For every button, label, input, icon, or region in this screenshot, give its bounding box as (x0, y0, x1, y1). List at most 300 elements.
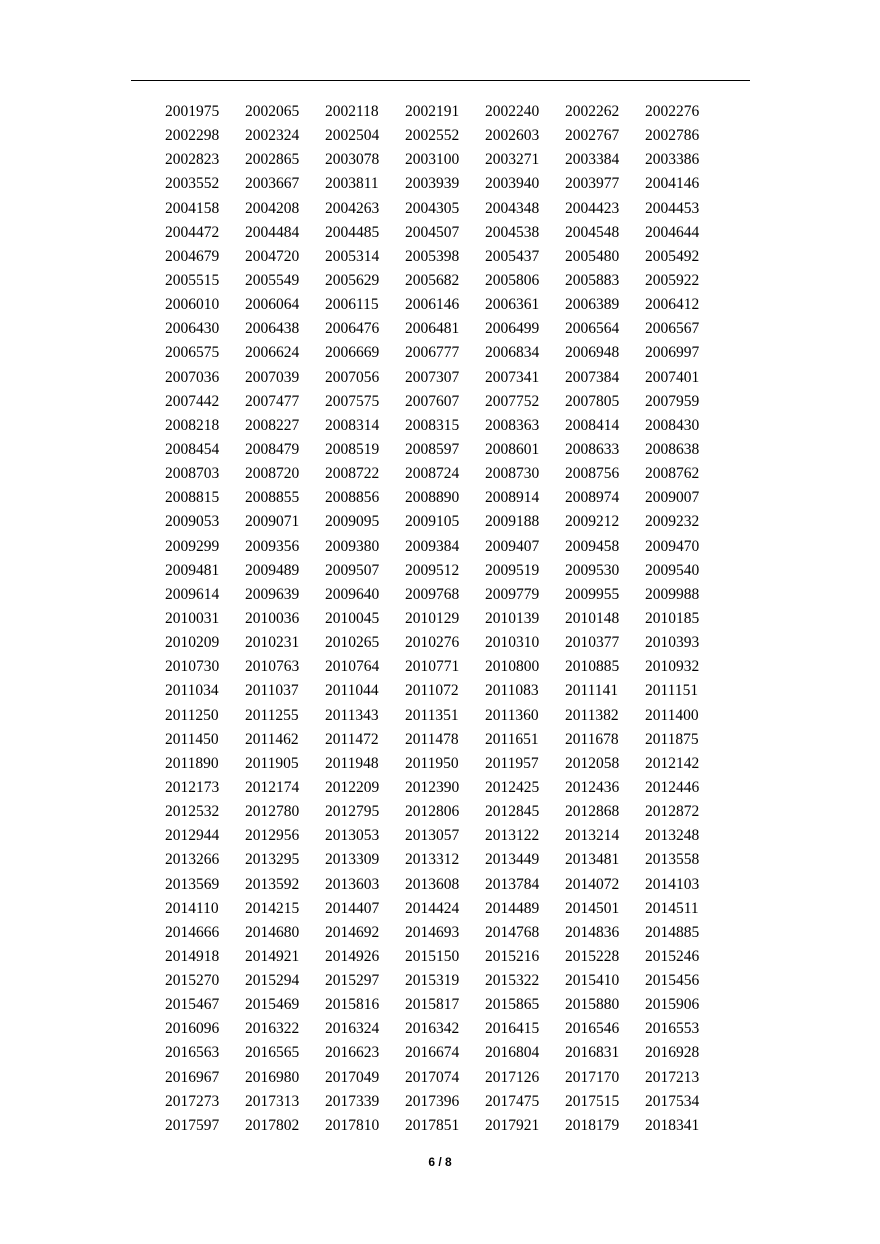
table-cell: 2013214 (565, 827, 620, 845)
table-cell: 2005314 (325, 247, 380, 265)
table-cell: 2008601 (485, 440, 540, 458)
table-cell: 2011462 (245, 730, 299, 748)
table-cell: 2016546 (565, 1020, 620, 1038)
table-cell: 2010377 (565, 634, 620, 652)
table-cell: 2011037 (245, 682, 299, 700)
table-cell: 2009614 (165, 585, 220, 603)
table-cell: 2004548 (565, 223, 620, 241)
table-cell: 2012845 (485, 803, 540, 821)
table-cell: 2017126 (485, 1068, 540, 1086)
table-cell: 2003552 (165, 175, 220, 193)
table-cell: 2012872 (645, 803, 700, 821)
table-cell: 2008519 (325, 440, 380, 458)
table-cell: 2014918 (165, 947, 220, 965)
table-cell: 2016415 (485, 1020, 540, 1038)
table-cell: 2013603 (325, 875, 380, 893)
table-cell: 2009007 (645, 489, 700, 507)
table-cell: 2010763 (245, 658, 300, 676)
table-cell: 2008890 (405, 489, 460, 507)
table-cell: 2004720 (245, 247, 300, 265)
table-cell: 2006624 (245, 344, 300, 362)
table-cell: 2012795 (325, 803, 380, 821)
table-cell: 2009212 (565, 513, 620, 531)
table-cell: 2012173 (165, 778, 220, 796)
table-cell: 2002504 (325, 127, 380, 145)
table-cell: 2005883 (565, 271, 620, 289)
table-cell: 2010393 (645, 634, 700, 652)
table-cell: 2007307 (405, 368, 460, 386)
table-cell: 2011072 (405, 682, 459, 700)
table-cell: 2006430 (165, 320, 220, 338)
table-cell: 2017534 (645, 1092, 700, 1110)
number-table (165, 100, 725, 1138)
table-cell: 2010310 (485, 634, 540, 652)
table-cell: 2010730 (165, 658, 220, 676)
table-cell: 2007384 (565, 368, 620, 386)
table-cell: 2011250 (165, 706, 219, 724)
table-cell: 2015410 (565, 972, 620, 990)
table-cell: 2002767 (565, 127, 620, 145)
table-cell: 2009540 (645, 561, 700, 579)
table-cell: 2005492 (645, 247, 700, 265)
table-cell: 2004507 (405, 223, 460, 241)
table-cell: 2009955 (565, 585, 620, 603)
table-cell: 2008724 (405, 465, 460, 483)
table-cell: 2009071 (245, 513, 300, 531)
table-cell: 2010764 (325, 658, 380, 676)
table-cell: 2008720 (245, 465, 300, 483)
table-cell: 2008479 (245, 440, 300, 458)
table-cell: 2002865 (245, 151, 300, 169)
table-cell: 2008638 (645, 440, 700, 458)
table-cell: 2013569 (165, 875, 220, 893)
table-cell: 2015319 (405, 972, 460, 990)
table-cell: 2011875 (645, 730, 699, 748)
table-cell: 2012780 (245, 803, 300, 821)
table-cell: 2015246 (645, 947, 700, 965)
table-cell: 2014885 (645, 923, 700, 941)
table-cell: 2007752 (485, 392, 540, 410)
table-cell: 2014836 (565, 923, 620, 941)
table-cell: 2009458 (565, 537, 620, 555)
table-cell: 2014103 (645, 875, 700, 893)
table-cell: 2011957 (485, 754, 539, 772)
table-cell: 2008855 (245, 489, 300, 507)
table-cell: 2006146 (405, 296, 460, 314)
table-cell: 2011400 (645, 706, 699, 724)
table-cell: 2010129 (405, 609, 460, 627)
table-cell: 2017273 (165, 1092, 220, 1110)
table-cell: 2006997 (645, 344, 700, 362)
table-cell: 2011478 (405, 730, 459, 748)
table-cell: 2006567 (645, 320, 700, 338)
table-cell: 2010265 (325, 634, 380, 652)
table-cell: 2004484 (245, 223, 300, 241)
table-cell: 2015865 (485, 996, 540, 1014)
table-cell: 2010276 (405, 634, 460, 652)
table-cell: 2014692 (325, 923, 380, 941)
table-cell: 2017049 (325, 1068, 380, 1086)
table-cell: 2002065 (245, 103, 300, 120)
table-cell: 2003940 (485, 175, 540, 193)
table-cell: 2003386 (645, 151, 700, 169)
table-cell: 2008597 (405, 440, 460, 458)
table-cell: 2014489 (485, 899, 540, 917)
table-cell: 2017515 (565, 1092, 620, 1110)
table-cell: 2004146 (645, 175, 700, 193)
table-cell: 2004348 (485, 199, 540, 217)
table-cell: 2011890 (165, 754, 219, 772)
table-cell: 2004644 (645, 223, 700, 241)
table-cell: 2005437 (485, 247, 540, 265)
table-cell: 2009768 (405, 585, 460, 603)
table-cell: 2006669 (325, 344, 380, 362)
table-cell: 2003667 (245, 175, 300, 193)
table-cell: 2011141 (565, 682, 619, 700)
table-cell: 2016553 (645, 1020, 700, 1038)
table-cell: 2007056 (325, 368, 380, 386)
table-cell: 2012436 (565, 778, 620, 796)
table-cell: 2007805 (565, 392, 620, 410)
table-cell: 2003100 (405, 151, 460, 169)
table-cell: 2002552 (405, 127, 460, 145)
table-cell: 2016324 (325, 1020, 380, 1038)
table-cell: 2015216 (485, 947, 540, 965)
table-cell: 2012532 (165, 803, 220, 821)
table-cell: 2007442 (165, 392, 220, 410)
table-cell: 2006412 (645, 296, 700, 314)
table-cell: 2014693 (405, 923, 460, 941)
table-cell: 2012058 (565, 754, 620, 772)
table-cell: 2014072 (565, 875, 620, 893)
table-cell: 2011360 (485, 706, 539, 724)
table-cell: 2010771 (405, 658, 460, 676)
table-cell: 2011255 (245, 706, 299, 724)
table-cell: 2008722 (325, 465, 380, 483)
table-cell: 2009988 (645, 585, 700, 603)
table-cell: 2002786 (645, 127, 700, 145)
table-cell: 2009188 (485, 513, 540, 531)
table-cell: 2017396 (405, 1092, 460, 1110)
table-cell: 2013053 (325, 827, 380, 845)
table-cell: 2012944 (165, 827, 220, 845)
table-cell: 2005515 (165, 271, 220, 289)
table-cell: 2005549 (245, 271, 300, 289)
table-cell: 2008730 (485, 465, 540, 483)
table-cell: 2012425 (485, 778, 540, 796)
table-cell: 2015270 (165, 972, 220, 990)
table-cell: 2017810 (325, 1116, 380, 1134)
table-cell: 2004679 (165, 247, 220, 265)
table-cell: 2014666 (165, 923, 220, 941)
table-cell: 2002823 (165, 151, 220, 169)
table-cell: 2014768 (485, 923, 540, 941)
table-cell: 2010148 (565, 609, 620, 627)
table-cell: 2002603 (485, 127, 540, 145)
table-cell: 2016967 (165, 1068, 220, 1086)
table-cell: 2010231 (245, 634, 300, 652)
table-cell: 2004472 (165, 223, 220, 241)
table-cell: 2010139 (485, 609, 540, 627)
table-cell: 2015467 (165, 996, 220, 1014)
table-cell: 2012174 (245, 778, 300, 796)
page-number: 6 / 8 (428, 1155, 452, 1169)
table-cell: 2009507 (325, 561, 380, 579)
table-cell: 2003977 (565, 175, 620, 193)
table-cell: 2008856 (325, 489, 380, 507)
table-cell: 2010045 (325, 609, 380, 627)
table-cell: 2007341 (485, 368, 540, 386)
table-cell: 2015297 (325, 972, 380, 990)
table-cell: 2010031 (165, 609, 220, 627)
table-cell: 2006010 (165, 296, 220, 314)
table-cell: 2012868 (565, 803, 620, 821)
table-cell: 2002240 (485, 103, 540, 120)
header-rule (131, 80, 750, 81)
table-cell: 2006499 (485, 320, 540, 338)
table-cell: 2016674 (405, 1044, 460, 1062)
table-cell: 2011034 (165, 682, 219, 700)
table-cell: 2015880 (565, 996, 620, 1014)
table-cell: 2002324 (245, 127, 300, 145)
table-cell: 2012209 (325, 778, 380, 796)
table-cell: 2013266 (165, 851, 220, 869)
table-cell: 2011651 (485, 730, 539, 748)
table-cell: 2014407 (325, 899, 380, 917)
table-cell: 2015294 (245, 972, 300, 990)
table-cell: 2004453 (645, 199, 700, 217)
table-cell: 2013592 (245, 875, 300, 893)
table-cell: 2009380 (325, 537, 380, 555)
table-cell: 2002262 (565, 103, 620, 120)
table-cell: 2017597 (165, 1116, 220, 1134)
table-cell: 2015150 (405, 947, 460, 965)
table-cell: 2014511 (645, 899, 699, 917)
table-cell: 2006361 (485, 296, 540, 314)
table-cell: 2008762 (645, 465, 700, 483)
table-cell: 2017074 (405, 1068, 460, 1086)
table-cell: 2003271 (485, 151, 540, 169)
table-cell: 2012390 (405, 778, 460, 796)
table-cell: 2016342 (405, 1020, 460, 1038)
table-cell: 2009095 (325, 513, 380, 531)
table-cell: 2015456 (645, 972, 700, 990)
table-cell: 2016096 (165, 1020, 220, 1038)
table-cell: 2013558 (645, 851, 700, 869)
table-cell: 2008815 (165, 489, 220, 507)
table-cell: 2014424 (405, 899, 460, 917)
table-cell: 2012806 (405, 803, 460, 821)
table-cell: 2006564 (565, 320, 620, 338)
table-cell: 2006948 (565, 344, 620, 362)
table-cell: 2009530 (565, 561, 620, 579)
table-cell: 2003078 (325, 151, 380, 169)
table-cell: 2003384 (565, 151, 620, 169)
table-cell: 2008414 (565, 416, 620, 434)
table-cell: 2007575 (325, 392, 380, 410)
table-cell: 2011351 (405, 706, 459, 724)
table-cell: 2017170 (565, 1068, 620, 1086)
table-cell: 2017851 (405, 1116, 460, 1134)
table-cell: 2014110 (165, 899, 219, 917)
table-cell: 2011151 (645, 682, 699, 700)
table-cell: 2004208 (245, 199, 300, 217)
table-cell: 2015228 (565, 947, 620, 965)
table-cell: 2008756 (565, 465, 620, 483)
table-cell: 2005480 (565, 247, 620, 265)
table-cell: 2008974 (565, 489, 620, 507)
table-cell: 2017475 (485, 1092, 540, 1110)
table-cell: 2015906 (645, 996, 700, 1014)
table-cell: 2011450 (165, 730, 219, 748)
table-cell: 2015817 (405, 996, 460, 1014)
table-cell: 2003939 (405, 175, 460, 193)
table-cell: 2011905 (245, 754, 299, 772)
table-cell: 2013248 (645, 827, 700, 845)
table-cell: 2008703 (165, 465, 220, 483)
table-cell: 2006389 (565, 296, 620, 314)
table-cell: 2010885 (565, 658, 620, 676)
table-cell: 2015469 (245, 996, 300, 1014)
table-cell: 2008218 (165, 416, 220, 434)
table-cell: 2016804 (485, 1044, 540, 1062)
table-cell: 2009356 (245, 537, 300, 555)
table-cell: 2009407 (485, 537, 540, 555)
table-cell: 2002298 (165, 127, 220, 145)
table-cell: 2008454 (165, 440, 220, 458)
table-cell: 2014215 (245, 899, 300, 917)
table-cell: 2010209 (165, 634, 220, 652)
table-cell: 2018179 (565, 1116, 620, 1134)
table-cell: 2008633 (565, 440, 620, 458)
table-cell: 2008363 (485, 416, 540, 434)
table-cell: 2011678 (565, 730, 619, 748)
table-cell: 2002118 (325, 103, 379, 120)
table-cell: 2011044 (325, 682, 379, 700)
table-cell: 2014926 (325, 947, 380, 965)
table-cell: 2008430 (645, 416, 700, 434)
table-cell: 2009639 (245, 585, 300, 603)
table-cell: 2009105 (405, 513, 460, 531)
table-cell: 2009384 (405, 537, 460, 555)
table-cell: 2017921 (485, 1116, 540, 1134)
table-cell: 2008315 (405, 416, 460, 434)
table-cell: 2009489 (245, 561, 300, 579)
table-cell: 2011948 (325, 754, 379, 772)
table-cell: 2005922 (645, 271, 700, 289)
table-cell: 2010185 (645, 609, 700, 627)
table-cell: 2017213 (645, 1068, 700, 1086)
table-cell: 2010036 (245, 609, 300, 627)
table-cell: 2007401 (645, 368, 700, 386)
table-cell: 2007036 (165, 368, 220, 386)
table-cell: 2006438 (245, 320, 300, 338)
table-cell: 2009470 (645, 537, 700, 555)
table-cell: 2016565 (245, 1044, 300, 1062)
table-cell: 2018341 (645, 1116, 700, 1134)
table-cell: 2004538 (485, 223, 540, 241)
table-cell: 2008227 (245, 416, 300, 434)
table-cell: 2001975 (165, 103, 220, 120)
table-cell: 2010932 (645, 658, 700, 676)
table-cell: 2007039 (245, 368, 300, 386)
table-cell: 2013057 (405, 827, 460, 845)
table-cell: 2006575 (165, 344, 220, 362)
table-cell: 2013122 (485, 827, 540, 845)
table-cell: 2002191 (405, 103, 460, 120)
table-cell: 2009512 (405, 561, 460, 579)
table-cell: 2012446 (645, 778, 700, 796)
table-cell: 2005398 (405, 247, 460, 265)
table-cell: 2013449 (485, 851, 540, 869)
table-cell: 2011472 (325, 730, 379, 748)
table-cell: 2016623 (325, 1044, 380, 1062)
table-cell: 2014501 (565, 899, 620, 917)
table-cell: 2008314 (325, 416, 380, 434)
table-cell: 2016322 (245, 1020, 300, 1038)
table-cell: 2007477 (245, 392, 300, 410)
table-cell: 2011950 (405, 754, 459, 772)
table-cell: 2004485 (325, 223, 380, 241)
table-cell: 2015322 (485, 972, 540, 990)
table-cell: 2007959 (645, 392, 700, 410)
table-cell: 2009299 (165, 537, 220, 555)
table-cell: 2013608 (405, 875, 460, 893)
table-cell: 2005806 (485, 271, 540, 289)
table-cell: 2006115 (325, 296, 379, 314)
table-cell: 2004158 (165, 199, 220, 217)
table-cell: 2007607 (405, 392, 460, 410)
table-cell: 2014680 (245, 923, 300, 941)
table-cell: 2014921 (245, 947, 300, 965)
table-cell: 2013784 (485, 875, 540, 893)
table-cell: 2004423 (565, 199, 620, 217)
table-cell: 2016563 (165, 1044, 220, 1062)
table-cell: 2013481 (565, 851, 620, 869)
table-cell: 2016980 (245, 1068, 300, 1086)
table-cell: 2003811 (325, 175, 379, 193)
table-cell: 2013309 (325, 851, 380, 869)
table-cell: 2011343 (325, 706, 379, 724)
table-cell: 2010800 (485, 658, 540, 676)
table-cell: 2009232 (645, 513, 700, 531)
table-cell: 2004263 (325, 199, 380, 217)
table-cell: 2016928 (645, 1044, 700, 1062)
table-cell: 2006064 (245, 296, 300, 314)
table-cell: 2012142 (645, 754, 700, 772)
table-cell: 2012956 (245, 827, 300, 845)
table-cell: 2009519 (485, 561, 540, 579)
table-cell: 2017339 (325, 1092, 380, 1110)
table-cell: 2013312 (405, 851, 460, 869)
table-cell: 2013295 (245, 851, 300, 869)
table-cell: 2008914 (485, 489, 540, 507)
table-cell: 2002276 (645, 103, 700, 120)
table-cell: 2009640 (325, 585, 380, 603)
table-cell: 2009481 (165, 561, 220, 579)
table-cell: 2016831 (565, 1044, 620, 1062)
table-cell: 2017313 (245, 1092, 300, 1110)
table-cell: 2011083 (485, 682, 539, 700)
table-cell: 2011382 (565, 706, 619, 724)
table-cell: 2006777 (405, 344, 460, 362)
table-cell: 2005629 (325, 271, 380, 289)
table-cell: 2017802 (245, 1116, 300, 1134)
table-cell: 2004305 (405, 199, 460, 217)
table-cell: 2009053 (165, 513, 220, 531)
table-cell: 2006476 (325, 320, 380, 338)
table-cell: 2006481 (405, 320, 460, 338)
